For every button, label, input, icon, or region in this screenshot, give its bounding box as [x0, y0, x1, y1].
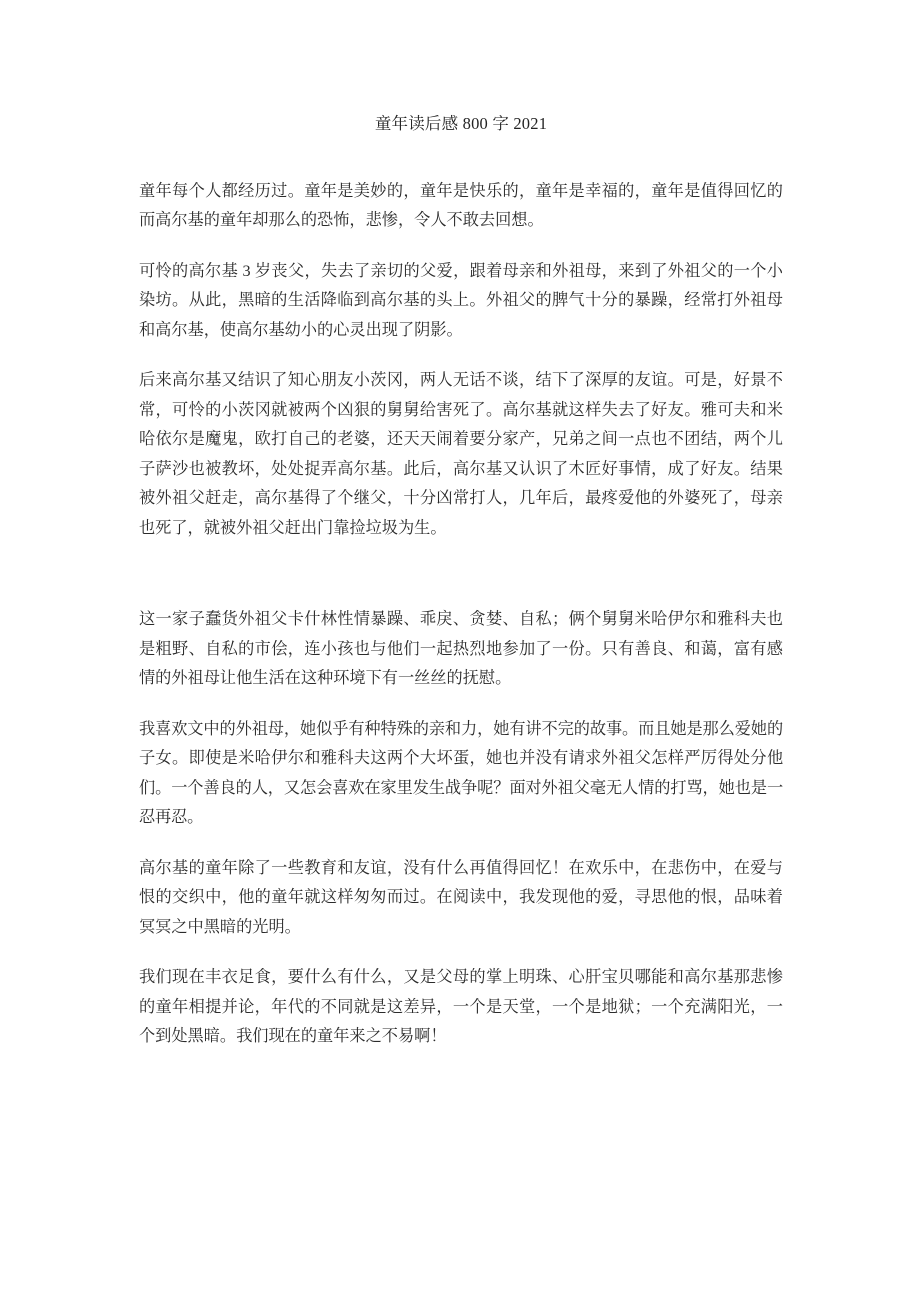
- paragraph-1: 童年每个人都经历过。童年是美妙的，童年是快乐的，童年是幸福的，童年是值得回忆的而高尔基的童年却那么的恐怖，悲惨，令人不敢去回想。: [139, 181, 783, 230]
- document-content: [139, 0, 783, 1052]
- document-body: [139, 137, 783, 1052]
- paragraph-5: 我喜欢文中的外祖母，她似乎有种特殊的亲和力，她有讲不完的故事。而且她是那么爱她的子女。即使是米哈伊尔和雅科夫这两个大坏蛋，她也并没有请求外祖父怎样严厉得处分他们。一个善良的人，又怎会喜欢在家里发生战争呢？面对外祖父毫无人情的打骂，她也是一忍再忍。: [139, 719, 783, 827]
- paragraph-6: 高尔基的童年除了一些教育和友谊，没有什么再值得回忆！在欢乐中，在悲伤中，在爱与恨的交织中，他的童年就这样匆匆而过。在阅读中，我发现他的爱，寻思他的恨，品味着冥冥之中黑暗的光明。: [139, 858, 783, 936]
- paragraph-2: 可怜的高尔基 3 岁丧父，失去了亲切的父爱，跟着母亲和外祖母，来到了外祖父的一个小染坊。从此，黑暗的生活降临到高尔基的头上。外祖父的脾气十分的暴躁，经常打外祖母和高尔基，使高尔基幼小的心灵出现了阴影。: [139, 261, 783, 339]
- paragraph-7: 我们现在丰衣足食，要什么有什么，又是父母的掌上明珠、心肝宝贝哪能和高尔基那悲惨的童年相提并论，年代的不同就是这差异，一个是天堂，一个是地狱；一个充满阳光，一个到处黑暗。我们现在的童年来之不易啊！: [139, 968, 783, 1046]
- page-title: 童年读后感 800 字 2021: [374, 114, 548, 133]
- paragraph-3: 后来高尔基又结识了知心朋友小茨冈，两人无话不谈，结下了深厚的友谊。可是，好景不常，可怜的小茨冈就被两个凶狠的舅舅给害死了。高尔基就这样失去了好友。雅可夫和米哈依尔是魔鬼，欧打自己的老婆，还天天闹着要分家产，兄弟之间一点也不团结，两个儿子萨沙也被教坏，处处捉弄高尔基。此后，高尔基又认识了木匠好事情，成了好友。结果被外祖父赶走，高尔基得了个继父，十分凶常打人，几年后，最疼爱他的外婆死了，母亲也死了，就被外祖父赶出门靠捡垃圾为生。: [139, 371, 783, 537]
- paragraph-4: 这一家子蠢货外祖父卡什林性情暴躁、乖戾、贪婪、自私；俩个舅舅米哈伊尔和雅科夫也是粗野、自私的市侩，连小孩也与他们一起热烈地参加了一份。只有善良、和蔼，富有感情的外祖母让他生活在这种环境下有一丝丝的抚慰。: [139, 610, 783, 688]
